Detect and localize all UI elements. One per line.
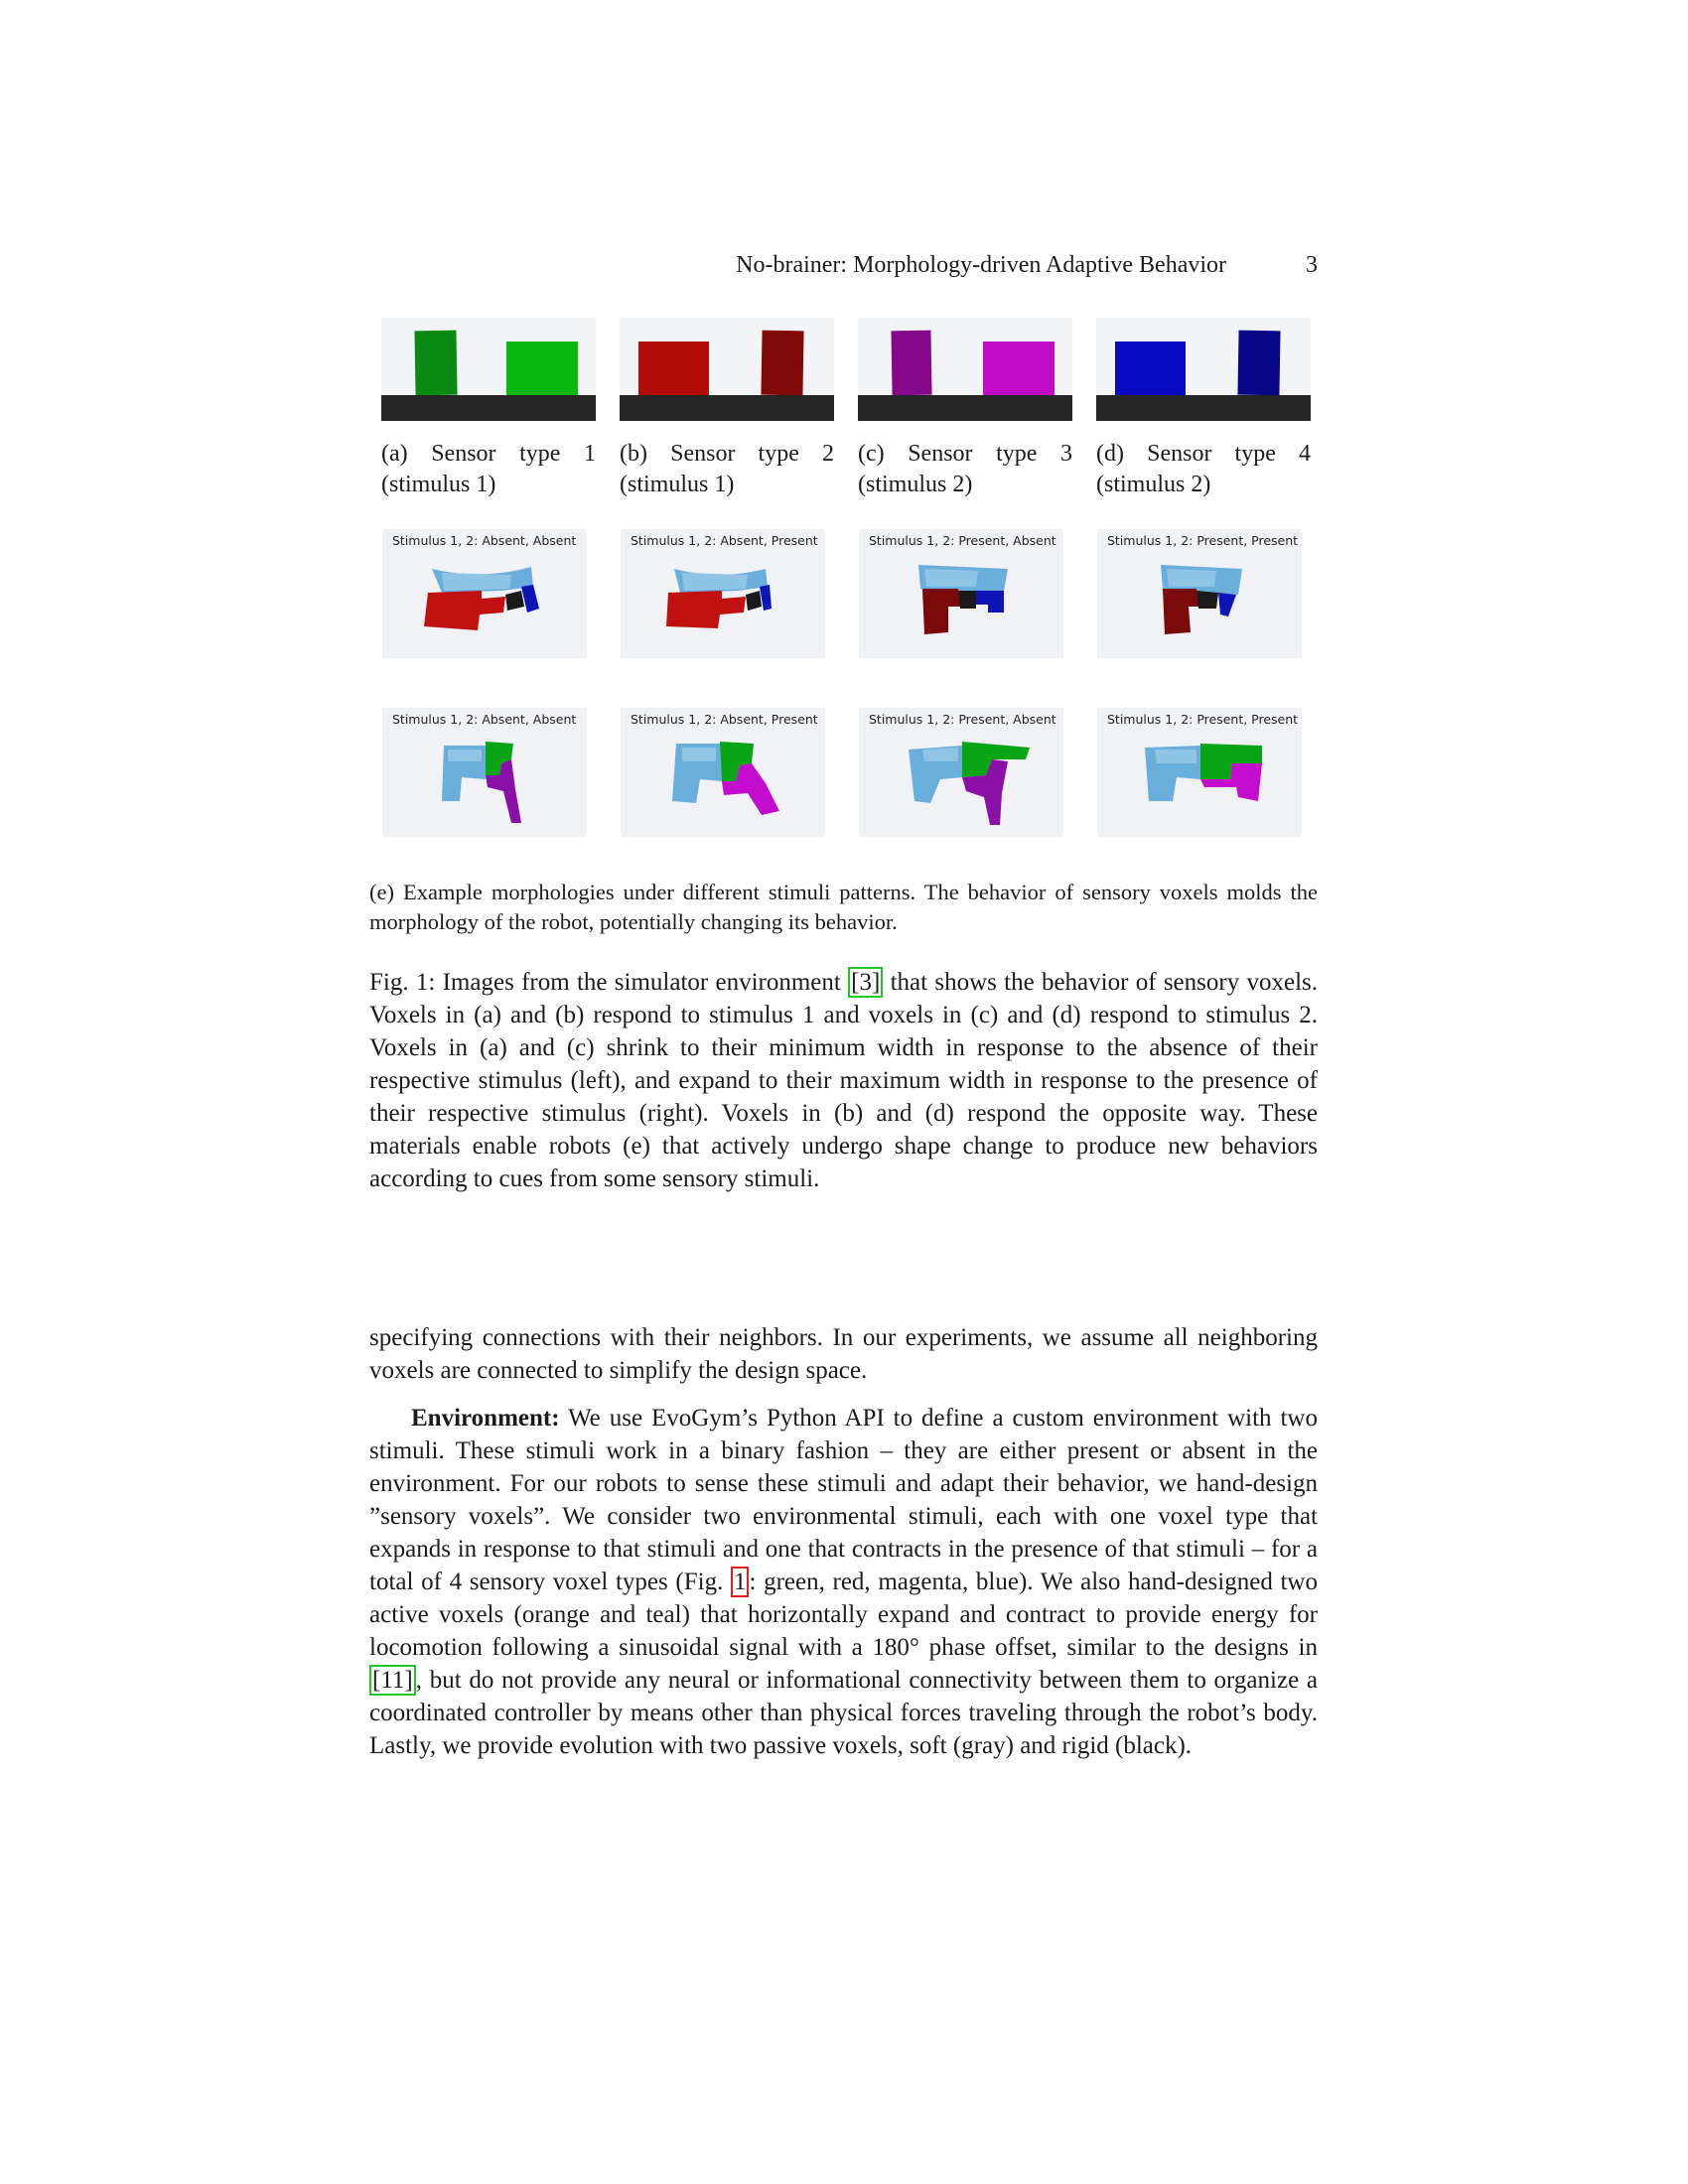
morph-label: Stimulus 1, 2: Present, Present: [1107, 533, 1299, 548]
morph-label: Stimulus 1, 2: Absent, Absent: [392, 533, 577, 548]
running-title: No-brainer: Morphology-driven Adaptive Behavior: [736, 252, 1226, 278]
morph-panel-r2-3: [859, 708, 1063, 837]
subcaption-b-line1: (b) Sensor type 2: [620, 441, 834, 467]
sensor-a-right-voxel: [506, 341, 578, 395]
subcaption-b: [620, 439, 834, 500]
figure-caption-text: Fig. 1: Images from the simulator environment: [369, 969, 849, 996]
paragraph-heading: Environment:: [411, 1405, 560, 1432]
sensor-panel-b: [620, 318, 834, 421]
morph-panel-r2-4: [1097, 708, 1302, 837]
robot-morphology: [382, 551, 587, 658]
citation-link[interactable]: [3]: [848, 967, 883, 998]
robot-morphology: [859, 551, 1063, 658]
subcaption-b-line2: (stimulus 1): [620, 472, 735, 497]
paragraph-text: We use EvoGym’s Python API to define a custom environment with two stimuli. These stimuli work in a binary fashion – they are either present or absent in the environment. For our robots to sense these stimuli and adapt their behavior, we hand-design ”sensory voxels”. We consider two environmental stimuli, each with one voxel type that expands in response to that stimuli and one that contracts in the presence of that stimuli – for a total of 4 sensory voxel types (Fig.: [369, 1405, 1318, 1595]
ground: [1096, 395, 1311, 421]
morph-label: Stimulus 1, 2: Absent, Present: [631, 712, 818, 727]
ground: [858, 395, 1072, 421]
running-head: [369, 252, 1318, 282]
sensor-c-left-voxel: [891, 331, 931, 396]
morph-panel-r1-2: [621, 529, 825, 658]
subcaption-d-line2: (stimulus 2): [1096, 472, 1211, 497]
subcaption-a: [381, 439, 596, 500]
robot-morphology: [1097, 730, 1302, 837]
sensor-a-left-voxel: [414, 331, 457, 396]
robot-morphology: [1097, 551, 1302, 658]
sensor-d-right-voxel: [1237, 331, 1280, 396]
sensor-panel-a: [381, 318, 596, 421]
sensor-d-left-voxel: [1115, 341, 1186, 395]
figure-caption-text: that shows the behavior of sensory voxels. Voxels in (a) and (b) respond to stimulus 1 and voxels in (c) and (d) respond to stimulus 2. Voxels in (a) and (c) shrink to their minimum width in response to the absence of their respective stimulus (left), and expand to their maximum width in response to the presence of their respective stimulus (right). Voxels in (b) and (d) respond the opposite way. These materials enable robots (e) that actively undergo shape change to produce new behaviors according to cues from some sensory stimuli.: [369, 969, 1318, 1192]
morph-label: Stimulus 1, 2: Absent, Absent: [392, 712, 577, 727]
robot-morphology: [621, 551, 825, 658]
ground: [620, 395, 834, 421]
paragraph-text: : green, red, magenta, blue). We also hand-designed two active voxels (orange and teal) that horizontally expand and contract to provide energy for locomotion following a sinusoidal signal with a 180° phase offset, similar to the designs in: [369, 1569, 1318, 1661]
sensor-panel-c: [858, 318, 1072, 421]
subcaption-a-line2: (stimulus 1): [381, 472, 496, 497]
morph-label: Stimulus 1, 2: Absent, Present: [631, 533, 818, 548]
sensor-b-left-voxel: [638, 341, 709, 395]
subcaption-a-line1: (a) Sensor type 1: [381, 441, 596, 467]
figure-ref-link[interactable]: 1: [731, 1567, 750, 1597]
page-number: 3: [1306, 252, 1318, 278]
sensor-b-right-voxel: [761, 331, 803, 396]
sensor-panel-d: [1096, 318, 1311, 421]
morph-label: Stimulus 1, 2: Present, Present: [1107, 712, 1299, 727]
body-paragraph-1: specifying connections with their neighbors. In our experiments, we assume all neighboring voxels are connected to simplify the design space.: [369, 1324, 1318, 1384]
body-paragraph-2: [369, 1402, 1318, 1762]
morph-panel-r1-1: [382, 529, 587, 658]
citation-link[interactable]: [11]: [369, 1665, 416, 1696]
robot-morphology: [859, 730, 1063, 837]
morph-label: Stimulus 1, 2: Present, Absent: [869, 712, 1056, 727]
morph-label: Stimulus 1, 2: Present, Absent: [869, 533, 1056, 548]
morph-panel-r2-2: [621, 708, 825, 837]
robot-morphology: [621, 730, 825, 837]
robot-morphology: [382, 730, 587, 837]
morph-panel-r1-3: [859, 529, 1063, 658]
figure-caption: [369, 966, 1318, 1195]
ground: [381, 395, 596, 421]
subcaption-e: (e) Example morphologies under different stimuli patterns. The behavior of sensory voxels molds the morphology of the robot, potentially changing its behavior.: [369, 880, 1318, 934]
sensor-c-right-voxel: [983, 341, 1055, 395]
subcaption-d: [1096, 439, 1311, 500]
subcaption-c: [858, 439, 1072, 500]
subcaption-c-line1: (c) Sensor type 3: [858, 441, 1072, 467]
morph-panel-r2-1: [382, 708, 587, 837]
subcaption-d-line1: (d) Sensor type 4: [1096, 441, 1311, 467]
subcaption-c-line2: (stimulus 2): [858, 472, 973, 497]
morph-panel-r1-4: [1097, 529, 1302, 658]
paragraph-text: , but do not provide any neural or informational connectivity between them to organize a coordinated controller by means other than physical forces traveling through the robot’s body. Lastly, we provide evolution with two passive voxels, soft (gray) and rigid (black).: [369, 1667, 1318, 1759]
